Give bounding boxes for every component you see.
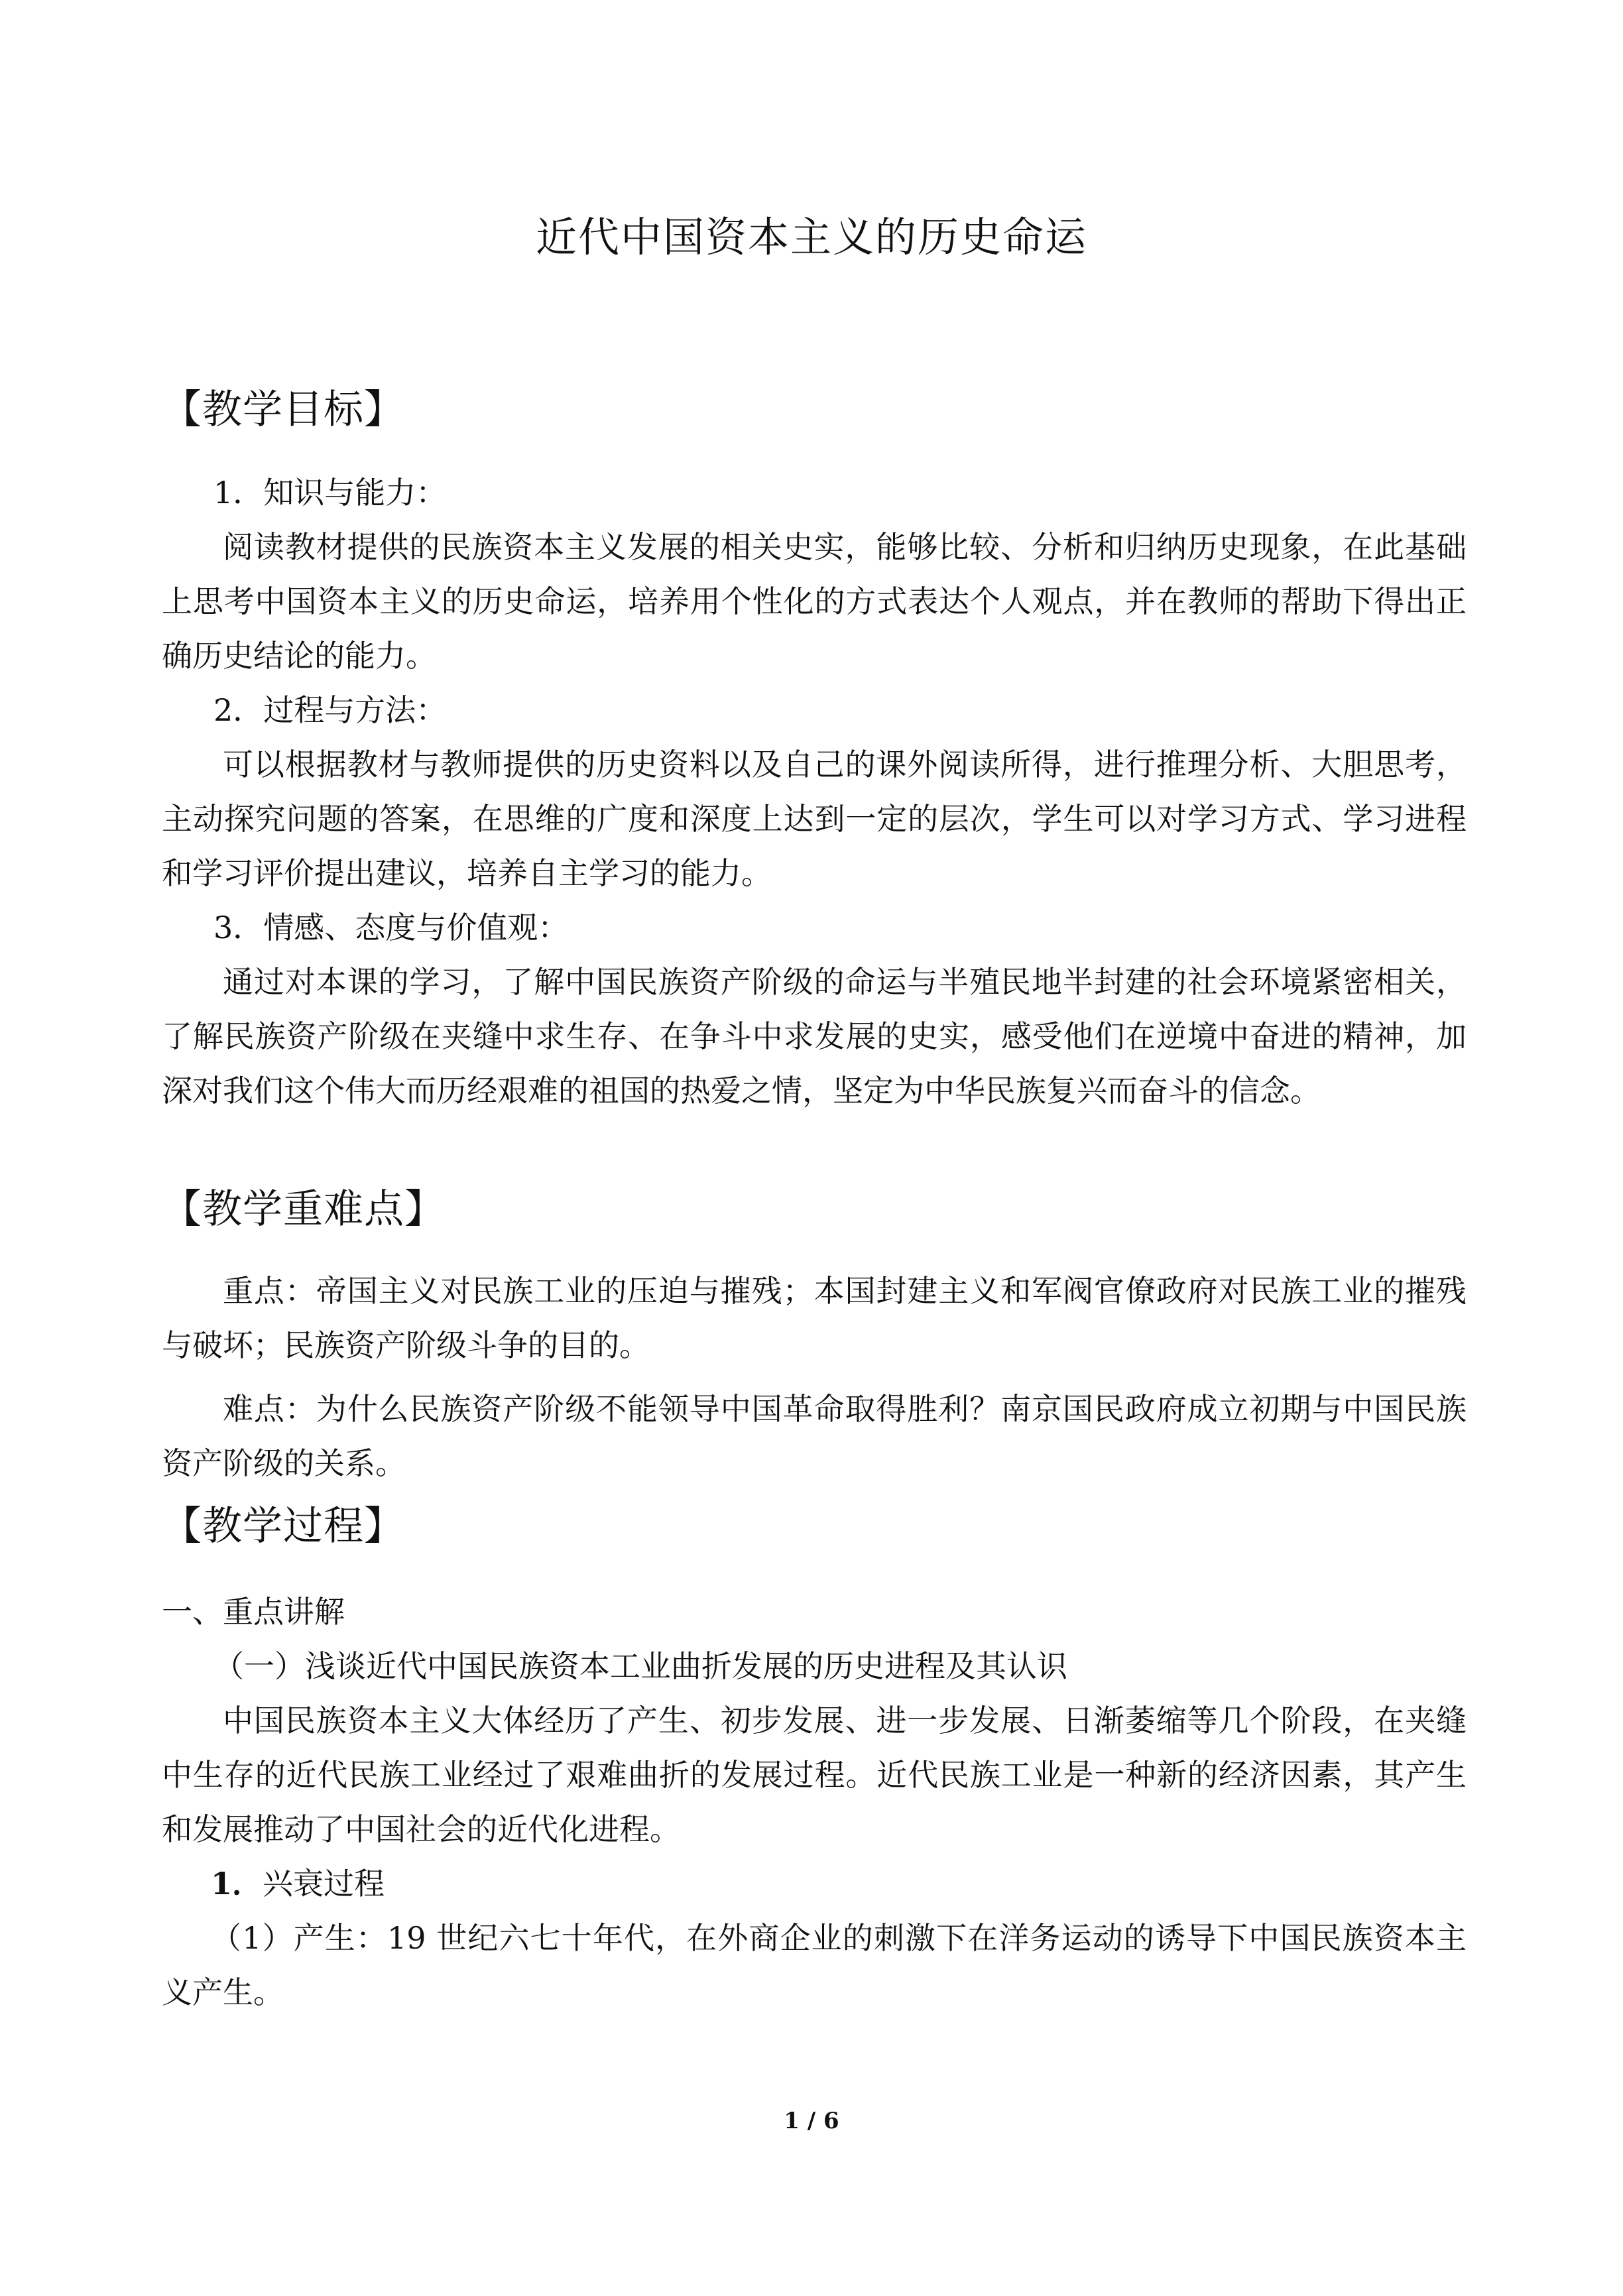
objective-3-label: 3．情感、态度与价值观：: [213, 910, 569, 945]
process-paragraph: 中国民族资本主义大体经历了产生、初步发展、进一步发展、日渐萎缩等几个阶段，在夹缝中生存的近代民族工业经过了艰难曲折的发展过程。近代民族工业是一种新的经济因素，其产生和发展推动了中国社会的近代化进程。: [162, 1703, 1467, 1847]
objective-1-text: 阅读教材提供的民族资本主义发展的相关史实，能够比较、分析和归纳历史现象，在此基础上思考中国资本主义的历史命运，培养用个性化的方式表达个人观点，并在教师的帮助下得出正确历史结论的能力。: [162, 529, 1467, 674]
objective-2-text: 可以根据教材与教师提供的历史资料以及自己的课外阅读所得，进行推理分析、大胆思考，主动探究问题的答案，在思维的广度和深度上达到一定的层次，学生可以对学习方式、学习进程和学习评价提出建议，培养自主学习的能力。: [162, 747, 1467, 891]
stage-number: 1．: [211, 1866, 263, 1902]
difficult-point-text: 难点：为什么民族资产阶级不能领导中国革命取得胜利？南京国民政府成立初期与中国民族资产阶级的关系。: [162, 1391, 1467, 1481]
process-part-1-heading: 一、重点讲解: [162, 1594, 345, 1630]
key-point-text: 重点：帝国主义对民族工业的压迫与摧残；本国封建主义和军阀官僚政府对民族工业的摧残与破坏；民族资产阶级斗争的目的。: [162, 1273, 1467, 1363]
section-heading-objectives: 【教学目标】: [162, 387, 404, 433]
objective-1-label: 1．知识与能力：: [213, 475, 447, 511]
section-heading-process: 【教学过程】: [162, 1503, 404, 1549]
stage-1-text: （1）产生：19 世纪六七十年代，在外商企业的刺激下在洋务运动的诱导下中国民族资本主义产生。: [162, 1920, 1467, 2010]
page-number: 1 / 6: [784, 2108, 839, 2134]
page-title: 近代中国资本主义的历史命运: [535, 213, 1087, 261]
section-heading-key-points: 【教学重难点】: [162, 1186, 445, 1233]
objective-2-label: 2．过程与方法：: [213, 692, 447, 728]
process-subsection-1-heading: （一）浅谈近代中国民族资本工业曲折发展的历史进程及其认识: [213, 1648, 1067, 1684]
stage-heading: [211, 1856, 385, 1911]
stage-title: 兴衰过程: [263, 1866, 385, 1902]
objective-3-text: 通过对本课的学习，了解中国民族资产阶级的命运与半殖民地半封建的社会环境紧密相关，了解民族资产阶级在夹缝中求生存、在争斗中求发展的史实，感受他们在逆境中奋进的精神，加深对我们这个伟大而历经艰难的祖国的热爱之情，坚定为中华民族复兴而奋斗的信念。: [162, 964, 1467, 1109]
